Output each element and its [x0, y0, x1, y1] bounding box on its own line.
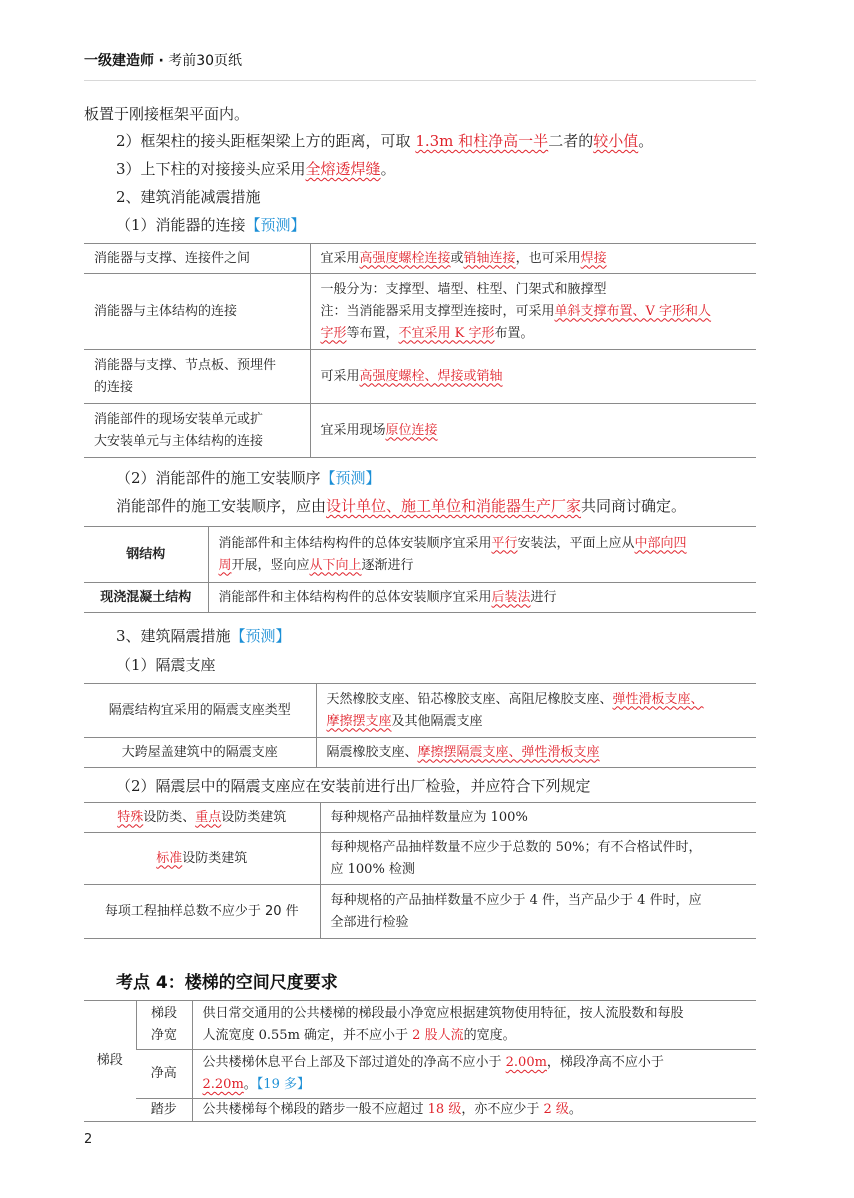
table-row	[84, 274, 756, 350]
row-value: 宜采用高强度螺栓连接或销轴连接，也可采用焊接	[310, 244, 756, 274]
table-sampling-rules	[84, 802, 756, 939]
line-1: 板置于刚接框架平面内。	[84, 105, 250, 123]
table-row	[84, 1001, 756, 1050]
table-install-order	[84, 526, 756, 613]
row-label: 踏步	[136, 1099, 192, 1122]
row-value: 隔震橡胶支座、摩擦摆隔震支座、弹性滑板支座	[316, 738, 756, 768]
row-label: 净高	[136, 1050, 192, 1099]
table-row	[84, 885, 756, 939]
row-label: 梯段 净宽	[136, 1001, 192, 1050]
table-stair-dimensions	[84, 1000, 756, 1122]
row-value: 消能部件和主体结构构件的总体安装顺序宜采用后装法进行	[208, 583, 756, 613]
line-2: 2）框架柱的接头距框架梁上方的距离，可取 1.3m 和柱净高一半二者的较小值。	[116, 132, 654, 150]
row-value: 宜采用现场原位连接	[310, 404, 756, 458]
row-label: 消能器与主体结构的连接	[84, 274, 310, 350]
header-title: 一级建造师	[84, 53, 154, 69]
row-label: 大跨屋盖建筑中的隔震支座	[84, 738, 316, 768]
group-label: 梯段	[84, 1001, 136, 1122]
table-damper-connection	[84, 243, 756, 458]
row-label: 每项工程抽样总数不应少于 20 件	[84, 885, 320, 939]
row-value: 一般分为：支撑型、墙型、柱型、门架式和腋撑型 注：当消能器采用支撑型连接时，可采用单斜支撑布置、V 字形和人 字形等布置，不宜采用 K 字形布置。	[310, 274, 756, 350]
row-label: 消能器与支撑、连接件之间	[84, 244, 310, 274]
kp4-title: 考点 4：楼梯的空间尺度要求	[116, 973, 338, 993]
subheading-isolation-bearing: （1）隔震支座	[116, 656, 216, 674]
table-row	[84, 583, 756, 613]
section-heading-3: 3、建筑隔震措施【预测】	[116, 627, 291, 645]
row-label: 消能器与支撑、节点板、预埋件 的连接	[84, 350, 310, 404]
row-value: 消能部件和主体结构构件的总体安装顺序宜采用平行安装法，平面上应从中部向四 周开展，竖向应从下向上逐渐进行	[208, 527, 756, 583]
table-row	[84, 833, 756, 885]
row-label: 消能部件的现场安装单元或扩 大安装单元与主体结构的连接	[84, 404, 310, 458]
row-value: 供日常交通用的公共楼梯的梯段最小净宽应根据建筑物使用特征，按人流股数和每股 人流宽度 0.55m 确定，并不应小于 2 股人流的宽度。	[192, 1001, 756, 1050]
row-label: 现浇混凝土结构	[84, 583, 208, 613]
row-value: 每种规格产品抽样数量应为 100%	[320, 803, 756, 833]
table-row	[84, 738, 756, 768]
row-value: 公共楼梯每个梯段的踏步一般不应超过 18 级，亦不应少于 2 级。	[192, 1099, 756, 1122]
table-row	[84, 803, 756, 833]
row-value: 天然橡胶支座、铅芯橡胶支座、高阻尼橡胶支座、弹性滑板支座、 摩擦摆支座及其他隔震支座	[316, 684, 756, 738]
table-row	[84, 527, 756, 583]
row-value: 公共楼梯休息平台上部及下部过道处的净高不应小于 2.00m，梯段净高不应小于 2.20m。【19 多】	[192, 1050, 756, 1099]
table-row	[84, 684, 756, 738]
table-row	[84, 1099, 756, 1122]
inspection-rule-heading: （2）隔震层中的隔震支座应在安装前进行出厂检验，并应符合下列规定	[116, 777, 591, 795]
header-divider	[84, 80, 756, 81]
subheading-1: （1）消能器的连接【预测】	[116, 216, 306, 234]
row-label: 特殊设防类、重点设防类建筑	[84, 803, 320, 833]
table-isolation-bearings	[84, 683, 756, 768]
row-label: 隔震结构宜采用的隔震支座类型	[84, 684, 316, 738]
table-row	[84, 244, 756, 274]
install-order-paragraph: 消能部件的施工安装顺序，应由设计单位、施工单位和消能器生产厂家共同商讨确定。	[116, 497, 687, 515]
header-subtitle: 考前30页纸	[168, 53, 243, 69]
row-value: 可采用高强度螺栓、焊接或销轴	[310, 350, 756, 404]
page-header	[84, 50, 242, 70]
line-3: 3）上下柱的对接接头应采用全熔透焊缝。	[116, 160, 396, 178]
section-heading-2: 2、建筑消能减震措施	[116, 188, 261, 206]
row-label: 标准设防类建筑	[84, 833, 320, 885]
row-value: 每种规格的产品抽样数量不应少于 4 件，当产品少于 4 件时，应 全部进行检验	[320, 885, 756, 939]
table-row	[84, 404, 756, 458]
header-dot: ·	[158, 53, 164, 69]
table-row	[84, 1050, 756, 1099]
row-value: 每种规格产品抽样数量不应少于总数的 50%；有不合格试件时， 应 100% 检测	[320, 833, 756, 885]
page-number: 2	[84, 1132, 93, 1147]
table-row	[84, 350, 756, 404]
subheading-2: （2）消能部件的施工安装顺序【预测】	[116, 469, 381, 487]
row-label: 钢结构	[84, 527, 208, 583]
